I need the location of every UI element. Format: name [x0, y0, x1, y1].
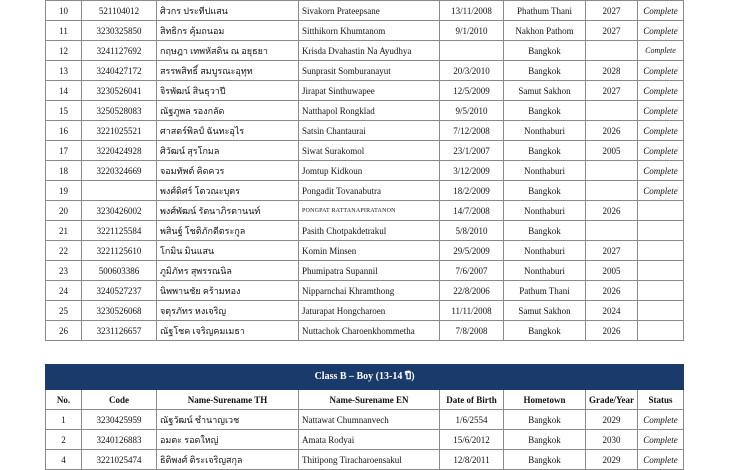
table-header-row — [46, 390, 684, 410]
cell-name-en: Krisda Dvahastin Na Ayudhya — [299, 41, 440, 61]
cell-name-en: Amata Rodyai — [299, 430, 440, 450]
cell-status: Complete — [638, 1, 684, 21]
cell-code: 3230426002 — [82, 201, 157, 221]
cell-status — [638, 281, 684, 301]
cell-code: 3221125584 — [82, 221, 157, 241]
cell-code: 3250528083 — [82, 101, 157, 121]
cell-code: 3230526041 — [82, 81, 157, 101]
cell-no: 10 — [46, 1, 82, 21]
cell-hometown: Nonthaburi — [504, 161, 586, 181]
cell-dob: 20/3/2010 — [440, 61, 504, 81]
cell-hometown: Bangkok — [504, 430, 586, 450]
cell-dob: 7/6/2007 — [440, 261, 504, 281]
cell-name-th: ศิวัฒน์ สุรโกมล — [157, 141, 299, 161]
cell-dob: 11/11/2008 — [440, 301, 504, 321]
cell-name-en: Pongadit Tovanabutra — [299, 181, 440, 201]
cell-status: Complete — [638, 121, 684, 141]
cell-no: 16 — [46, 121, 82, 141]
header-hometown: Hometown — [504, 390, 586, 410]
cell-hometown: Pathum Thani — [504, 281, 586, 301]
cell-no: 21 — [46, 221, 82, 241]
cell-name-en: Jomtup Kidkoun — [299, 161, 440, 181]
cell-no: 19 — [46, 181, 82, 201]
cell-no: 15 — [46, 101, 82, 121]
header-name-en: Name-Surename EN — [299, 390, 440, 410]
cell-status: Complete — [638, 21, 684, 41]
cell-name-en: Phumipatra Supannil — [299, 261, 440, 281]
cell-hometown: Bangkok — [504, 141, 586, 161]
cell-name-en: Komin Minsen — [299, 241, 440, 261]
cell-code: 3220424928 — [82, 141, 157, 161]
cell-name-en: Siwat Surakomol — [299, 141, 440, 161]
table-row — [46, 61, 684, 81]
cell-name-en: Jaturapat Hongcharoen — [299, 301, 440, 321]
cell-name-th: อมตะ รอดใหญ่ — [157, 430, 299, 450]
cell-code — [82, 181, 157, 201]
cell-no: 22 — [46, 241, 82, 261]
cell-code: 3230325850 — [82, 21, 157, 41]
cell-dob — [440, 41, 504, 61]
cell-grade: 2030 — [586, 430, 638, 450]
cell-dob: 23/1/2007 — [440, 141, 504, 161]
cell-no: 23 — [46, 261, 82, 281]
cell-name-en: Natthapol Rongklad — [299, 101, 440, 121]
table-row — [46, 161, 684, 181]
table-row — [46, 430, 684, 450]
cell-hometown: Bangkok — [504, 61, 586, 81]
header-name-th: Name-Surename TH — [157, 390, 299, 410]
cell-status — [638, 201, 684, 221]
class-a-continued-table — [45, 0, 684, 341]
cell-status: Complete — [638, 450, 684, 470]
cell-status: Complete — [638, 181, 684, 201]
table-row — [46, 21, 684, 41]
cell-grade: 2026 — [586, 121, 638, 141]
table-row — [46, 41, 684, 61]
cell-no: 4 — [46, 450, 82, 470]
cell-grade: 2026 — [586, 321, 638, 341]
cell-grade: 2005 — [586, 141, 638, 161]
cell-status: Complete — [638, 61, 684, 81]
cell-code: 3220324669 — [82, 161, 157, 181]
cell-hometown: Nonthaburi — [504, 261, 586, 281]
cell-no: 17 — [46, 141, 82, 161]
cell-hometown: Samut Sakhon — [504, 81, 586, 101]
cell-no: 20 — [46, 201, 82, 221]
cell-status: Complete — [638, 81, 684, 101]
cell-dob: 22/8/2006 — [440, 281, 504, 301]
header-code: Code — [82, 390, 157, 410]
cell-name-th: ธิติพงศ์ ติระเจริญสกุล — [157, 450, 299, 470]
cell-name-th: นิพพานชัย คร้ามทอง — [157, 281, 299, 301]
cell-no: 18 — [46, 161, 82, 181]
cell-grade: 2027 — [586, 21, 638, 41]
cell-name-en: Jirapat Sinthuwapee — [299, 81, 440, 101]
cell-no: 11 — [46, 21, 82, 41]
cell-name-th: ณัฐโชค เจริญคมเมธา — [157, 321, 299, 341]
cell-name-th: สรรพสิทธิ์ สมบูรณะอุทุท — [157, 61, 299, 81]
cell-dob: 1/6/2554 — [440, 410, 504, 430]
cell-code: 521104012 — [82, 1, 157, 21]
cell-grade — [586, 101, 638, 121]
table-row — [46, 241, 684, 261]
cell-dob: 15/6/2012 — [440, 430, 504, 450]
cell-code: 3230526068 — [82, 301, 157, 321]
cell-status: Complete — [638, 430, 684, 450]
cell-name-en: Sitthikorn Khumtanom — [299, 21, 440, 41]
cell-no: 25 — [46, 301, 82, 321]
cell-name-en: Pasith Chotpakdetrakul — [299, 221, 440, 241]
cell-no: 1 — [46, 410, 82, 430]
cell-grade: 2027 — [586, 241, 638, 261]
cell-hometown: Bangkok — [504, 221, 586, 241]
cell-name-en: Sunprasit Somburanayut — [299, 61, 440, 81]
cell-name-th: พงศ์พัฒน์ รัตนาภิรตานนท์ — [157, 201, 299, 221]
table-row — [46, 101, 684, 121]
cell-hometown: Nonthaburi — [504, 121, 586, 141]
cell-name-th: จอมทัพต์ คิดควร — [157, 161, 299, 181]
cell-grade: 2029 — [586, 410, 638, 430]
table-row — [46, 121, 684, 141]
header-status: Status — [638, 390, 684, 410]
cell-dob: 9/5/2010 — [440, 101, 504, 121]
cell-grade — [586, 41, 638, 61]
cell-name-th: กฤษฎา เทพหัสดิน ณ อยุธยา — [157, 41, 299, 61]
cell-status — [638, 321, 684, 341]
cell-dob: 7/8/2008 — [440, 321, 504, 341]
cell-status: Complete — [638, 410, 684, 430]
cell-dob: 29/5/2009 — [440, 241, 504, 261]
cell-status: Complete — [638, 101, 684, 121]
cell-hometown: Bangkok — [504, 181, 586, 201]
table-row — [46, 201, 684, 221]
cell-hometown: Phathum Thani — [504, 1, 586, 21]
cell-status: Complete — [638, 41, 684, 61]
table-row — [46, 81, 684, 101]
cell-name-en: Nipparnchai Khramthong — [299, 281, 440, 301]
cell-dob: 12/8/2011 — [440, 450, 504, 470]
table-row — [46, 450, 684, 470]
cell-name-th: พสินฐ์ โชติภักดีตระกูล — [157, 221, 299, 241]
cell-code: 3241127692 — [82, 41, 157, 61]
cell-grade — [586, 221, 638, 241]
header-no: No. — [46, 390, 82, 410]
table-row — [46, 410, 684, 430]
cell-hometown: Bangkok — [504, 321, 586, 341]
cell-hometown: Samut Sakhon — [504, 301, 586, 321]
cell-code: 3240527237 — [82, 281, 157, 301]
cell-status — [638, 261, 684, 281]
cell-status — [638, 241, 684, 261]
cell-grade: 2027 — [586, 1, 638, 21]
cell-status: Complete — [638, 141, 684, 161]
cell-name-th: ศาสตร์พิลป์ ฉันทะอุไร — [157, 121, 299, 141]
cell-hometown: Bangkok — [504, 101, 586, 121]
cell-grade: 2026 — [586, 201, 638, 221]
cell-grade: 2026 — [586, 281, 638, 301]
cell-grade: 2028 — [586, 61, 638, 81]
cell-grade — [586, 181, 638, 201]
cell-code: 3240427172 — [82, 61, 157, 81]
cell-grade — [586, 161, 638, 181]
cell-grade: 2005 — [586, 261, 638, 281]
cell-dob: 3/12/2009 — [440, 161, 504, 181]
cell-no: 26 — [46, 321, 82, 341]
cell-hometown: Nonthaburi — [504, 201, 586, 221]
table-row — [46, 181, 684, 201]
cell-name-th: จิรพัฒน์ สินธุวาปี — [157, 81, 299, 101]
header-dob: Date of Birth — [440, 390, 504, 410]
cell-no: 2 — [46, 430, 82, 450]
cell-status — [638, 301, 684, 321]
cell-name-th: สิทธิกร คุ้มถนอม — [157, 21, 299, 41]
cell-grade: 2024 — [586, 301, 638, 321]
table-row — [46, 141, 684, 161]
class-b-title: Class B – Boy (13-14 ปี) — [46, 365, 684, 390]
cell-dob: 7/12/2008 — [440, 121, 504, 141]
cell-hometown: Bangkok — [504, 41, 586, 61]
table-row — [46, 321, 684, 341]
cell-name-th: ศิวกร ประทีปแสน — [157, 1, 299, 21]
cell-name-en: Thitipong Tiracharoensakul — [299, 450, 440, 470]
cell-status — [638, 221, 684, 241]
cell-name-en: Nuttachok Charoenkhommetha — [299, 321, 440, 341]
cell-code: 3230425959 — [82, 410, 157, 430]
table-row — [46, 281, 684, 301]
cell-name-en: PONGPAT RATTANAPIRATANON — [299, 201, 440, 221]
cell-name-th: ณัฐวัฒน์ ชำนาญเวช — [157, 410, 299, 430]
table-row — [46, 261, 684, 281]
cell-dob: 9/1/2010 — [440, 21, 504, 41]
cell-name-th: จตุรภัทร หงเจริญ — [157, 301, 299, 321]
cell-grade: 2027 — [586, 81, 638, 101]
cell-dob: 14/7/2008 — [440, 201, 504, 221]
cell-name-en: Nattawat Chumnanvech — [299, 410, 440, 430]
cell-code: 3240126883 — [82, 430, 157, 450]
table-row — [46, 1, 684, 21]
cell-dob: 12/5/2009 — [440, 81, 504, 101]
cell-no: 14 — [46, 81, 82, 101]
cell-no: 13 — [46, 61, 82, 81]
cell-hometown: Nonthaburi — [504, 241, 586, 261]
cell-code: 3221025521 — [82, 121, 157, 141]
cell-hometown: Nakhon Pathom — [504, 21, 586, 41]
cell-hometown: Bangkok — [504, 450, 586, 470]
cell-dob: 18/2/2009 — [440, 181, 504, 201]
table-row — [46, 221, 684, 241]
cell-no: 24 — [46, 281, 82, 301]
cell-grade: 2029 — [586, 450, 638, 470]
class-b-table — [45, 364, 684, 470]
table-row — [46, 301, 684, 321]
header-grade: Grade/Year — [586, 390, 638, 410]
cell-dob: 13/11/2008 — [440, 1, 504, 21]
cell-code: 500603386 — [82, 261, 157, 281]
cell-name-th: โกมิน มินแสน — [157, 241, 299, 261]
cell-code: 3221025474 — [82, 450, 157, 470]
cell-name-th: ภูมิภัทร สุพรรณนิล — [157, 261, 299, 281]
cell-status: Complete — [638, 161, 684, 181]
cell-code: 3221125610 — [82, 241, 157, 261]
cell-hometown: Bangkok — [504, 410, 586, 430]
cell-name-th: ณัฐภูพล รองกลัด — [157, 101, 299, 121]
cell-name-th: พงศ์ดิศร์ โตวณะบุตร — [157, 181, 299, 201]
cell-name-en: Sivakorn Prateepsane — [299, 1, 440, 21]
cell-no: 12 — [46, 41, 82, 61]
cell-dob: 5/8/2010 — [440, 221, 504, 241]
cell-name-en: Satsin Chantaurai — [299, 121, 440, 141]
cell-code: 3231126657 — [82, 321, 157, 341]
